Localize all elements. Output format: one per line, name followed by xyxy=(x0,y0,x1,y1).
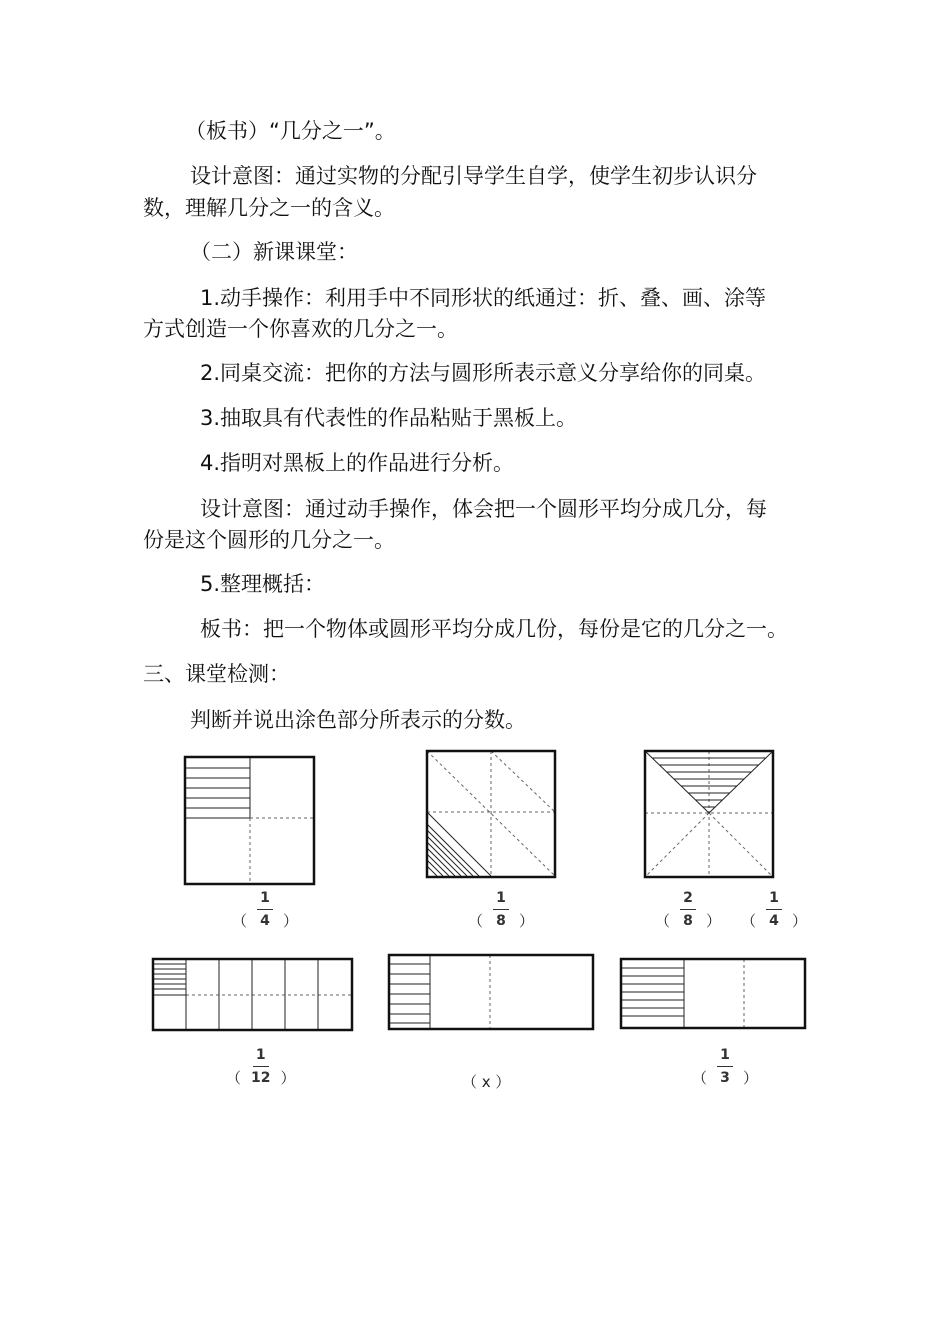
fraction-numerator: 1 xyxy=(255,1047,266,1063)
section-class-test: 三、课堂检测： xyxy=(143,662,290,686)
answer-paren-open: （ xyxy=(468,912,484,930)
step-4-line: 4.指明对黑板上的作品进行分析。 xyxy=(200,451,515,475)
answer-paren-close: ） xyxy=(519,912,535,930)
section-new-lesson: （二）新课课堂： xyxy=(190,240,358,264)
answer-6-fraction xyxy=(717,1047,733,1087)
step-2-line: 2.同桌交流：把你的方法与圆形所表示意义分享给你的同桌。 xyxy=(200,361,767,385)
fraction-numerator: 2 xyxy=(683,890,693,906)
answer-1-fraction xyxy=(257,890,273,930)
answer-2 xyxy=(458,890,544,930)
design-intent-2-line-2: 份是这个圆形的几分之一。 xyxy=(143,528,395,552)
fraction-denominator: 4 xyxy=(769,913,779,929)
fraction-denominator: 8 xyxy=(496,913,506,929)
step-1-line-2: 方式创造一个你喜欢的几分之一。 xyxy=(143,317,458,341)
fraction-denominator: 3 xyxy=(720,1070,730,1086)
fraction-numerator: 1 xyxy=(720,1047,730,1063)
answer-paren-close: ） xyxy=(280,1069,296,1087)
board-note-line: （板书）“几分之一”。 xyxy=(185,119,396,143)
answer-paren-open: （ xyxy=(226,1069,242,1087)
answer-paren-open: （ xyxy=(741,912,757,930)
design-intent-line-1: 设计意图：通过实物的分配引导学生自学，使学生初步认识分 xyxy=(190,164,757,188)
figure-6-rectangle-third xyxy=(616,954,811,1034)
figure-5-rectangle-unequal xyxy=(384,950,599,1035)
design-intent-2-line-1: 设计意图：通过动手操作，体会把一个圆形平均分成几分，每 xyxy=(200,497,767,521)
design-intent-line-2: 数，理解几分之一的含义。 xyxy=(143,196,395,220)
answer-2-fraction xyxy=(493,890,509,930)
answer-paren-open: （ xyxy=(232,912,248,930)
figure-3-square-top-triangle xyxy=(640,746,780,884)
fraction-denominator: 12 xyxy=(251,1070,271,1086)
answer-5-mark: （ x ） xyxy=(462,1073,511,1091)
answer-paren-close: ） xyxy=(792,912,808,930)
fraction-numerator: 1 xyxy=(260,890,270,906)
figure-4-rectangle-twelfth xyxy=(148,954,358,1036)
answer-3b-fraction xyxy=(766,890,782,930)
figure-2-square-eighth xyxy=(422,746,562,884)
figure-1-square-quarter xyxy=(180,752,320,890)
answer-paren-open: （ xyxy=(655,912,671,930)
answer-6 xyxy=(682,1047,768,1087)
answer-4-fraction xyxy=(251,1047,270,1087)
step-5-line: 5.整理概括： xyxy=(200,572,326,596)
exercise-instruction: 判断并说出涂色部分所表示的分数。 xyxy=(190,708,526,732)
fraction-numerator: 1 xyxy=(769,890,779,906)
answer-3a-fraction xyxy=(680,890,696,930)
answer-paren-open: （ xyxy=(692,1069,708,1087)
answer-5 xyxy=(462,1071,510,1092)
answer-3 xyxy=(645,890,817,930)
fraction-denominator: 4 xyxy=(260,913,270,929)
board-summary-line: 板书：把一个物体或圆形平均分成几份，每份是它的几分之一。 xyxy=(200,617,788,641)
answer-4 xyxy=(216,1047,306,1087)
answer-paren-close: ） xyxy=(743,1069,759,1087)
step-1-line-1: 1.动手操作：利用手中不同形状的纸通过：折、叠、画、涂等 xyxy=(200,286,767,310)
fraction-denominator: 8 xyxy=(683,913,693,929)
answer-1 xyxy=(222,890,308,930)
answer-paren-close: ） xyxy=(283,912,299,930)
step-3-line: 3.抽取具有代表性的作品粘贴于黑板上。 xyxy=(200,406,578,430)
answer-paren-close: ） xyxy=(706,912,722,930)
fraction-numerator: 1 xyxy=(496,890,506,906)
